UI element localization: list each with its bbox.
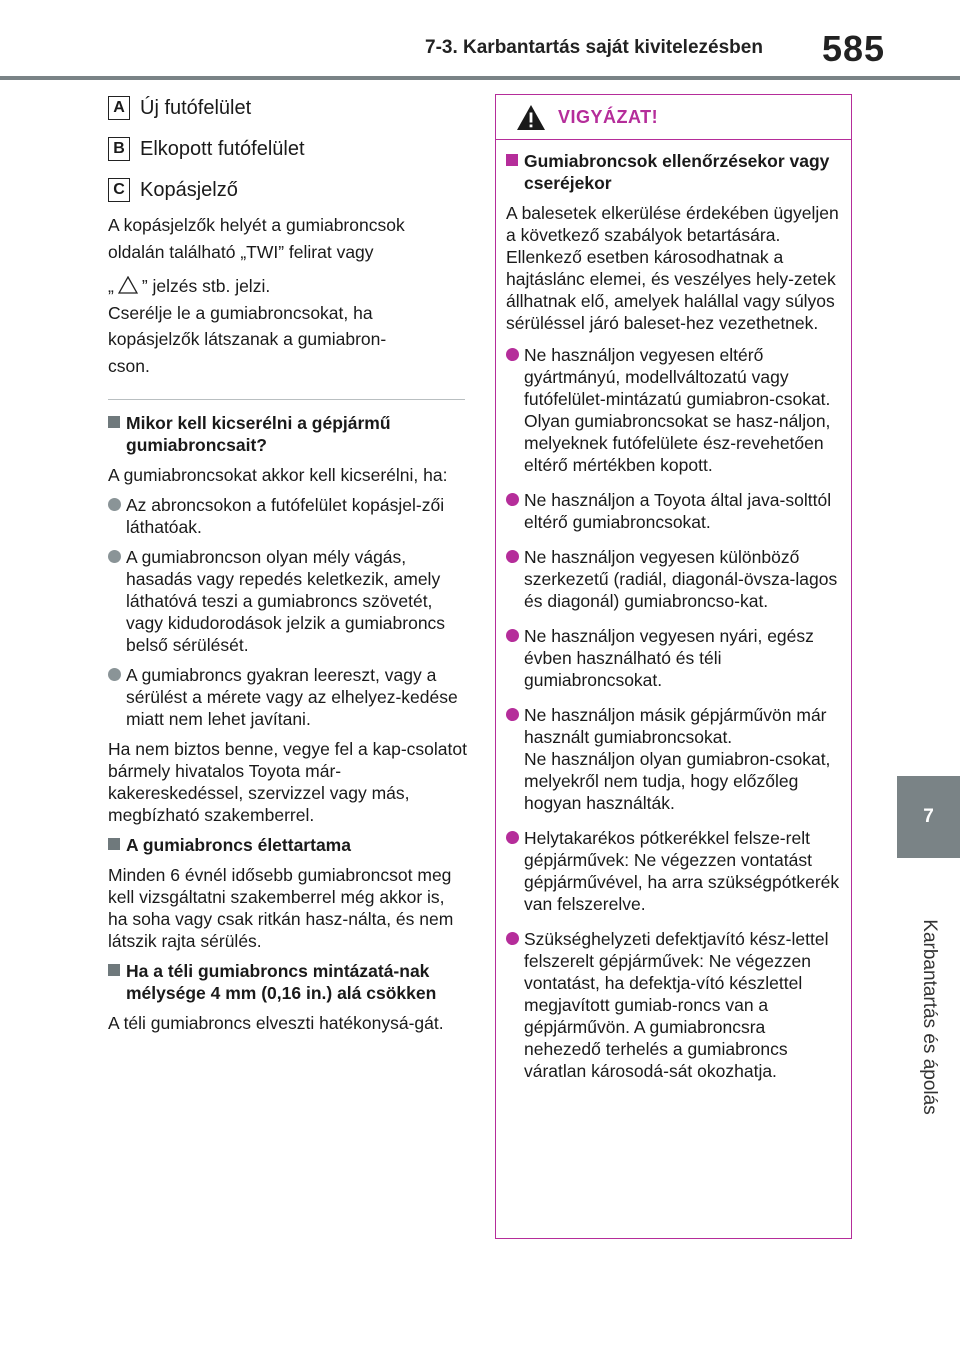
section-heading — [108, 412, 468, 456]
warning-intro: A balesetek elkerülése érdekében ügyeljen a következő szabályok betartására. — [506, 203, 839, 245]
list-item — [108, 546, 468, 656]
section-text: A gumiabroncsokat akkor kell kicserélni, ha: — [108, 465, 448, 485]
intro-line: Cserélje le a gumiabroncsokat, ha — [108, 302, 373, 323]
bullet-dot-icon — [108, 550, 121, 563]
section-text: A téli gumiabroncs elveszti hatékonysá-gát. — [108, 1013, 444, 1033]
callout-text: Elkopott futófelület — [140, 137, 305, 160]
bullet-dot-icon — [506, 348, 519, 361]
warning-title: VIGYÁZAT! — [558, 106, 659, 127]
square-bullet-icon — [108, 838, 120, 850]
intro-line-symbol — [108, 273, 468, 300]
warning-item-text: Ne használjon vegyesen különböző szerkezetű (radiál, diagonál-övsza-lagos és diagonál) gumiabroncso-kat. — [524, 547, 838, 611]
callout-a — [108, 96, 468, 120]
callout-letter: C — [108, 178, 130, 202]
chapter-tab-title: Karbantartás és ápolás — [918, 919, 940, 1115]
section-text: Minden 6 évnél idősebb gumiabroncsot meg kell vizsgáltatni szakemberrel még akkor is, ha soha vagy csak ritkán hasz-nálta, és nem látszik rajta sérülés. — [108, 865, 454, 951]
section-heading-text: Ha a téli gumiabroncs mintázatá-nak mélysége 4 mm (0,16 in.) alá csökken — [126, 961, 437, 1003]
bullet-dot-icon — [506, 831, 519, 844]
warning-item-text: Ne használjon a Toyota által java-solttól eltérő gumiabroncsokat. — [524, 490, 832, 532]
callout-letter: A — [108, 96, 130, 120]
section-title: 7-3. Karbantartás saját kivitelezésben — [425, 37, 763, 58]
warning-item — [506, 489, 843, 533]
bullet-dot-icon — [506, 932, 519, 945]
section-heading — [108, 834, 468, 856]
warning-item-text: Helytakarékos pótkerékkel felsze-relt gépjárművek: Ne végezzen vontatást gépjárművével, ha arra szükségpótkerék van felszerelve. — [524, 828, 840, 914]
warning-intro: Ellenkező esetben károsodhatnak a hajtáslánc elemei, és veszélyes hely-zetek állhatnak elő, amelyek halállal vagy súlyos sérüléssel járó baleset-hez vezethetnek. — [506, 247, 836, 333]
warning-item-text: Ne használjon vegyesen nyári, egész évben használható és téli gumiabroncsokat. — [524, 626, 814, 690]
warning-heading-text: Gumiabroncsok ellenőrzésekor vagy cseréjekor — [524, 151, 830, 193]
bullet-dot-icon — [506, 550, 519, 563]
intro-line: cson. — [108, 355, 150, 376]
intro-quote-open: „ — [108, 276, 114, 296]
intro-quote-close: ” jelzés stb. jelzi. — [141, 276, 271, 296]
callout-text: Új futófelület — [140, 96, 252, 119]
section-divider — [108, 399, 465, 400]
square-bullet-icon — [108, 416, 120, 428]
warning-item — [506, 928, 843, 1082]
chapter-tab-number: 7 — [897, 776, 960, 858]
warning-item — [506, 344, 843, 476]
chapter-tab — [897, 862, 960, 1172]
page-number: 585 — [822, 28, 886, 69]
warning-item — [506, 827, 843, 915]
header-rule — [0, 76, 960, 80]
intro-line: A kopásjelzők helyét a gumiabroncsok — [108, 215, 405, 235]
left-column — [108, 96, 468, 1034]
list-item — [108, 664, 468, 730]
bullet-dot-icon — [108, 668, 121, 681]
list-item-text: Az abroncsokon a futófelület kopásjel-zői láthatóak. — [126, 495, 445, 537]
list-item-text: A gumiabroncson olyan mély vágás, hasadás vagy repedés keletkezik, amely láthatóvá teszi a gumiabroncs szövetét, vagy kidudorodások jelzik a gumiabroncs belső sérülését. — [126, 547, 446, 655]
warning-item — [506, 625, 843, 691]
warning-item — [506, 546, 843, 612]
warning-item — [506, 704, 843, 814]
section-heading-text: Mikor kell kicserélni a gépjármű gumiabroncsait? — [126, 413, 391, 455]
callout-letter: B — [108, 137, 130, 161]
warning-box — [495, 94, 852, 1239]
callout-text: Kopásjelző — [140, 178, 238, 201]
warning-body — [496, 140, 851, 1082]
intro-line: oldalán található „TWI” felirat vagy — [108, 241, 374, 262]
square-bullet-icon — [108, 964, 120, 976]
square-bullet-icon — [506, 154, 518, 166]
warning-icon — [516, 104, 546, 131]
callout-b — [108, 137, 468, 161]
triangle-icon — [118, 276, 138, 294]
warning-header — [496, 95, 851, 140]
section-note: Ha nem biztos benne, vegye fel a kap-csolatot bármely hivatalos Toyota már-kakereskedéssel, szervizzel vagy más, megbízható szakemberrel. — [108, 739, 467, 825]
section-heading-text: A gumiabroncs élettartama — [126, 835, 351, 855]
list-item — [108, 494, 468, 538]
warning-heading — [506, 150, 843, 194]
bullet-dot-icon — [506, 493, 519, 506]
section-heading — [108, 960, 468, 1004]
warning-item-text: Ne használjon másik gépjárművön már használt gumiabroncsokat. Ne használjon olyan gumiabron-csokat, melyekről nem tudja, hogy előzőleg hogyan használták. — [524, 705, 831, 813]
bullet-dot-icon — [108, 498, 121, 511]
callout-c — [108, 178, 468, 202]
bullet-dot-icon — [506, 629, 519, 642]
bullet-dot-icon — [506, 708, 519, 721]
list-item-text: A gumiabroncs gyakran leereszt, vagy a sérülést a mérete vagy az elhelyez-kedése miatt nem lehet javítani. — [126, 665, 458, 729]
warning-item-text: Szükséghelyzeti defektjavító kész-lettel felszerelt gépjárművek: Ne végezzen vontatást, ha defektja-vító készlettel megjavított gumiab-roncs van a gépjárművön. A gumiabroncsra nehezedő terhelés a gumiabroncs váratlan károsodá-sát okozhatja. — [524, 929, 829, 1081]
intro-line: kopásjelzők látszanak a gumiabron- — [108, 329, 387, 349]
warning-item-text: Ne használjon vegyesen eltérő gyártmányú, modellváltozatú vagy futófelület-mintázatú gumiabron-csokat. Olyan gumiabroncsokat se hasz-náljon, melyeknek futófelülete ész-revehetően eltérő mértékben kopott. — [524, 345, 831, 475]
